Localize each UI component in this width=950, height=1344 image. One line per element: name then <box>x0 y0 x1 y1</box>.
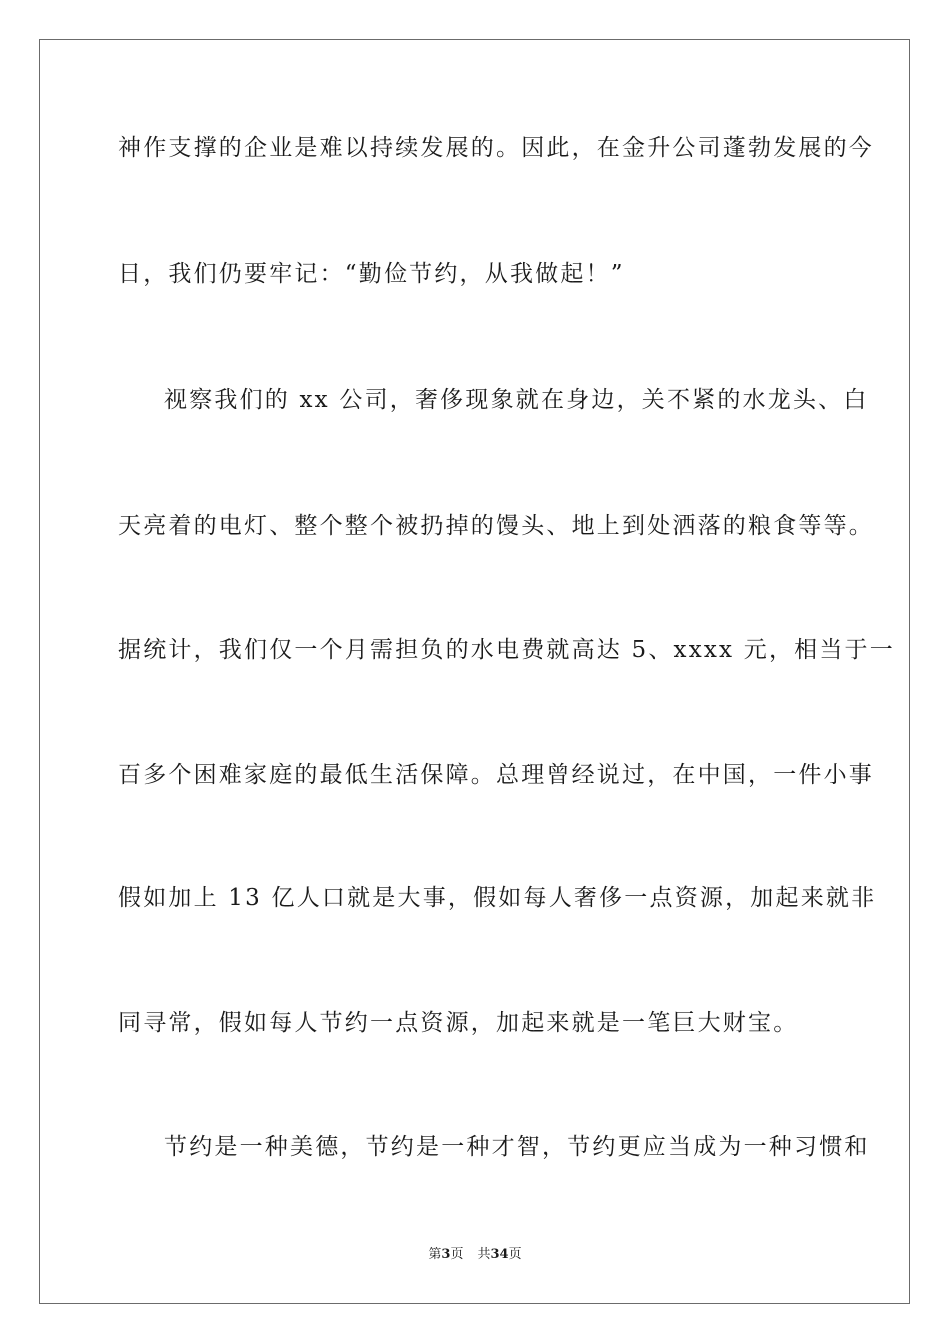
page-prefix: 第 <box>428 1247 442 1262</box>
text-line-5: 据统计，我们仅一个月需担负的水电费就高达 5、xxxx 元，相当于一 <box>118 637 895 663</box>
text-line-2: 日，我们仍要牢记：“勤俭节约，从我做起！” <box>118 261 625 287</box>
page-border <box>39 39 910 1304</box>
text-line-9: 节约是一种美德，节约是一种才智，节约更应当成为一种习惯和 <box>164 1134 870 1160</box>
page-footer <box>0 1246 950 1264</box>
text-line-7: 假如加上 13 亿人口就是大事，假如每人奢侈一点资源，加起来就非 <box>118 885 877 911</box>
text-line-3: 视察我们的 xx 公司，奢侈现象就在身边，关不紧的水龙头、白 <box>164 387 869 413</box>
total-prefix: 共 <box>477 1247 491 1262</box>
page-number: 3 <box>441 1247 451 1262</box>
text-line-1: 神作支撑的企业是难以持续发展的。因此，在金升公司蓬勃发展的今 <box>118 135 874 161</box>
text-line-4: 天亮着的电灯、整个整个被扔掉的馒头、地上到处洒落的粮食等等。 <box>118 513 874 539</box>
total-pages: 34 <box>490 1247 509 1262</box>
total-suffix: 页 <box>508 1247 522 1262</box>
text-line-8: 同寻常，假如每人节约一点资源，加起来就是一笔巨大财宝。 <box>118 1010 799 1036</box>
page-suffix: 页 <box>450 1247 464 1262</box>
text-line-6: 百多个困难家庭的最低生活保障。总理曾经说过，在中国，一件小事 <box>118 762 874 788</box>
